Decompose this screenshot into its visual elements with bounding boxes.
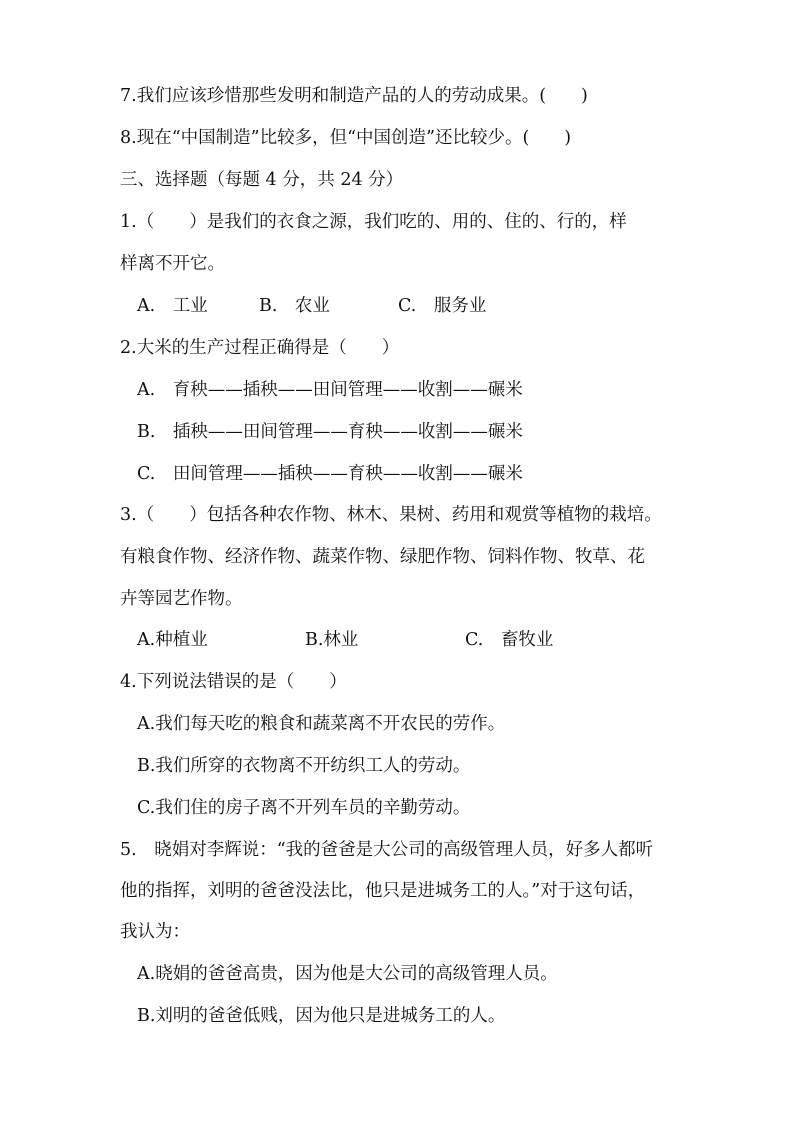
question-1-line-1: 1.（ ）是我们的衣食之源，我们吃的、用的、住的、行的，样: [120, 212, 627, 232]
question-1-option-b: B. 农业: [259, 296, 330, 316]
judgement-item-8: 8.现在“中国制造”比较多，但“中国创造”还比较少。( ): [120, 128, 572, 148]
question-4-option-a: A.我们每天吃的粮食和蔬菜离不开农民的劳作。: [137, 714, 506, 734]
question-3-line-3: 卉等园艺作物。: [120, 589, 243, 609]
question-5-line-1: 5. 晓娟对李辉说：“我的爸爸是大公司的高级管理人员，好多人都听: [120, 840, 654, 860]
question-5-line-2: 他的指挥，刘明的爸爸没法比，他只是进城务工的人。”对于这句话，: [120, 881, 646, 901]
question-2-option-c: C. 田间管理——插秧——育秧——收割——碾米: [137, 464, 523, 484]
question-3-option-a: A.种植业: [137, 630, 208, 650]
question-3-option-c: C. 畜牧业: [465, 630, 554, 650]
question-4-option-b: B.我们所穿的衣物离不开纺织工人的劳动。: [137, 756, 471, 776]
question-3-line-1: 3.（ ）包括各种农作物、林木、果树、药用和观赏等植物的栽培。: [120, 505, 662, 525]
question-1-line-2: 样离不开它。: [120, 254, 225, 274]
question-2-option-b: B. 插秧——田间管理——育秧——收割——碾米: [137, 422, 523, 442]
judgement-item-7: 7.我们应该珍惜那些发明和制造产品的人的劳动成果。( ): [120, 86, 588, 106]
question-1-option-c: C. 服务业: [398, 296, 487, 316]
question-2-option-a: A. 育秧——插秧——田间管理——收割——碾米: [137, 380, 523, 400]
question-2-stem: 2.大米的生产过程正确得是（ ）: [120, 338, 400, 358]
question-3-line-2: 有粮食作物、经济作物、蔬菜作物、绿肥作物、饲料作物、牧草、花: [120, 547, 645, 567]
question-4-option-c: C.我们住的房子离不开列车员的辛勤劳动。: [137, 798, 471, 818]
question-5-line-3: 我认为：: [120, 922, 190, 942]
question-5-option-b: B.刘明的爸爸低贱，因为他只是进城务工的人。: [137, 1006, 506, 1026]
section-heading: 三、选择题（每题 4 分，共 24 分）: [120, 170, 404, 190]
question-1-option-a: A. 工业: [137, 296, 208, 316]
question-3-option-b: B.林业: [305, 630, 359, 650]
question-5-option-a: A.晓娟的爸爸高贵，因为他是大公司的高级管理人员。: [137, 964, 558, 984]
question-4-stem: 4.下列说法错误的是（ ）: [120, 672, 347, 692]
